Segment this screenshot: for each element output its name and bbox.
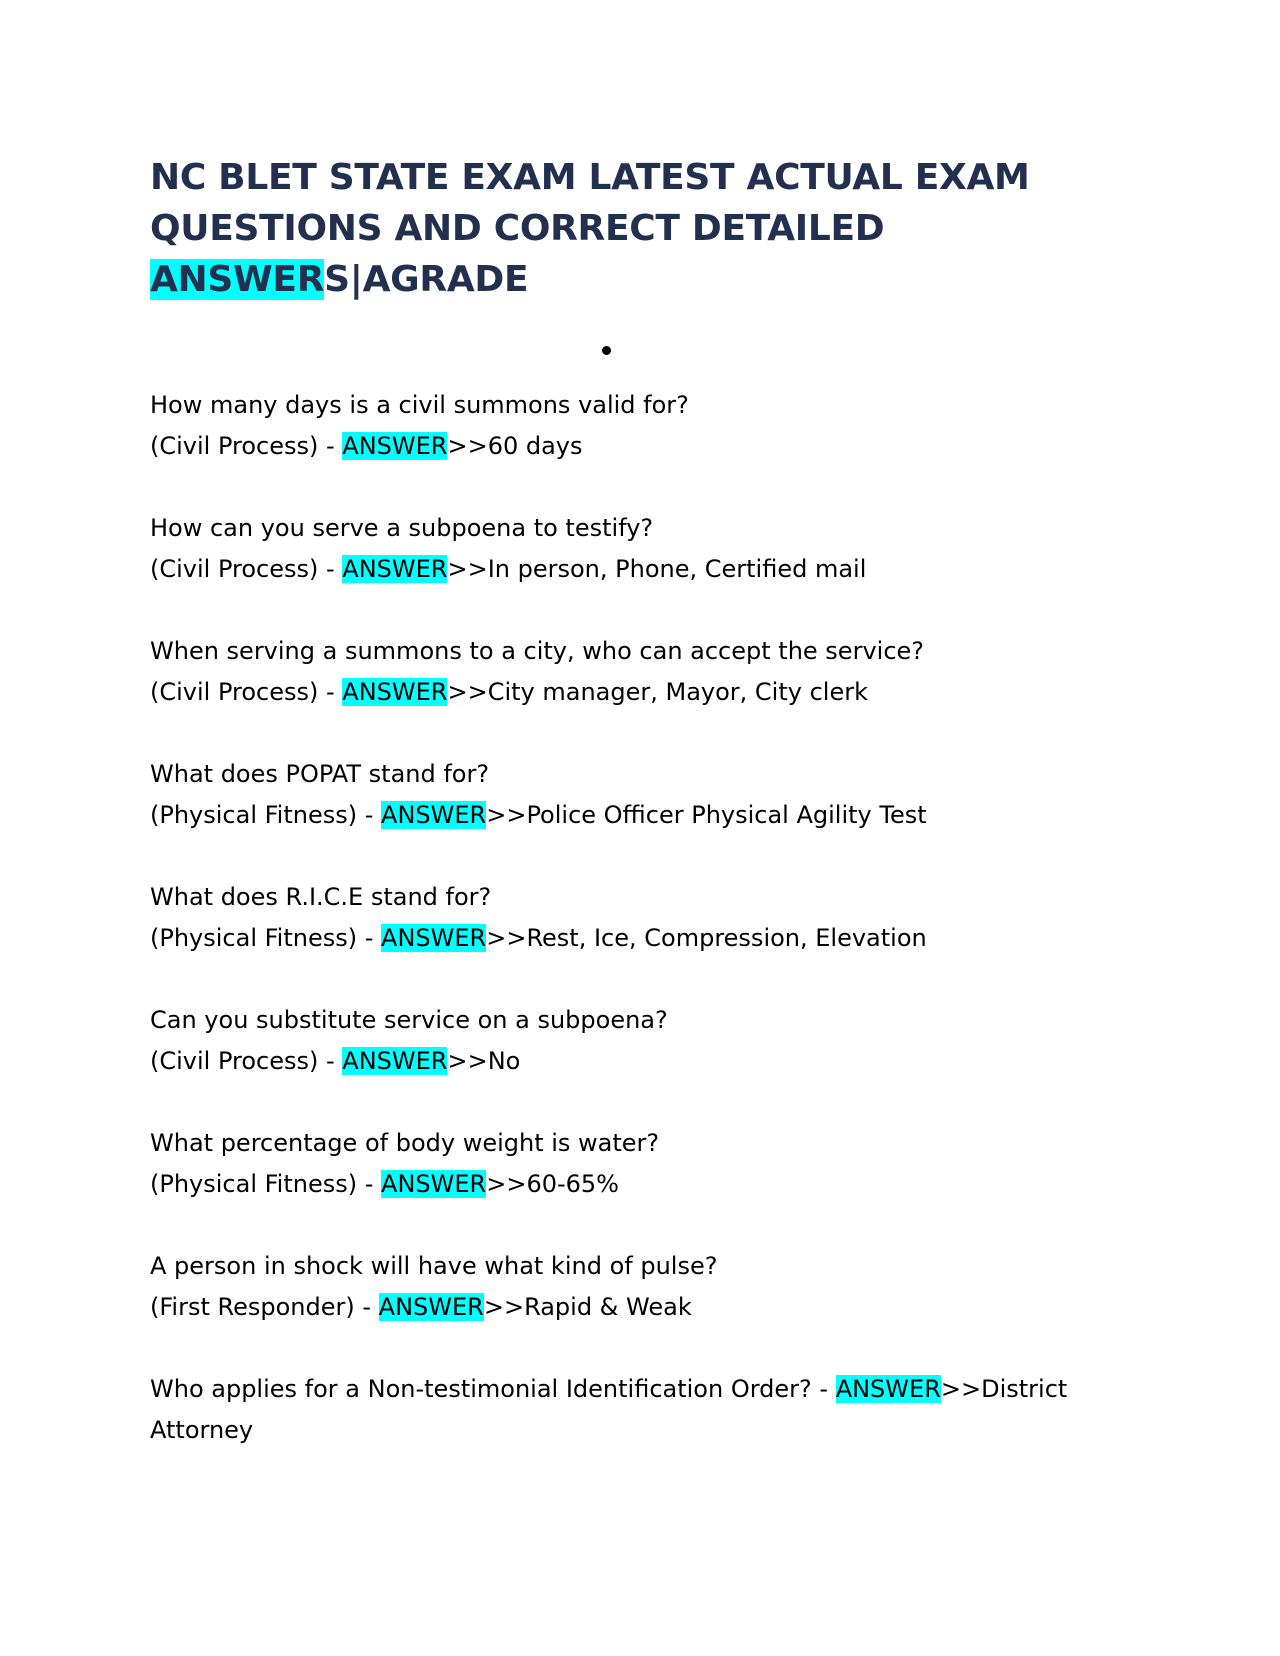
answer-text: >>District	[940, 1375, 1068, 1403]
title-line-3-rest: S|AGRADE	[324, 259, 529, 300]
answer-text: >>60 days	[447, 432, 583, 460]
answer-label: ANSWER	[381, 1170, 487, 1198]
qa-item-6	[150, 1000, 1140, 1082]
question-text: A person in shock will have what kind of pulse?	[150, 1252, 718, 1280]
question-text: Can you substitute service on a subpoena?	[150, 1006, 668, 1034]
answer-text: >>City manager, Mayor, City clerk	[447, 678, 868, 706]
answer-text: >>In person, Phone, Certified mail	[447, 555, 867, 583]
category-label: (Civil Process) -	[150, 555, 343, 583]
question-text: When serving a summons to a city, who can accept the service?	[150, 637, 925, 665]
answer-label: ANSWER	[342, 1047, 448, 1075]
answer-label: ANSWER	[381, 801, 487, 829]
qa-item-8	[150, 1246, 1140, 1328]
category-label: (Physical Fitness) -	[150, 1170, 382, 1198]
category-label: (Physical Fitness) -	[150, 801, 382, 829]
answer-label: ANSWER	[381, 924, 487, 952]
answer-text: >>No	[447, 1047, 521, 1075]
category-label: (First Responder) -	[150, 1293, 379, 1321]
answer-label: ANSWER	[378, 1293, 484, 1321]
answer-text: >>60-65%	[486, 1170, 619, 1198]
question-text: What does POPAT stand for?	[150, 760, 490, 788]
question-text: How many days is a civil summons valid for?	[150, 391, 689, 419]
qa-item-9	[150, 1369, 1140, 1451]
document-title	[150, 152, 1150, 305]
category-label: (Civil Process) -	[150, 432, 343, 460]
question-text: What percentage of body weight is water?	[150, 1129, 660, 1157]
answer-text: >>Rapid & Weak	[483, 1293, 692, 1321]
category-label: (Civil Process) -	[150, 1047, 343, 1075]
qa-item-5	[150, 877, 1140, 959]
question-text: How can you serve a subpoena to testify?	[150, 514, 654, 542]
answer-label: ANSWER	[342, 678, 448, 706]
answer-text-continued: Attorney	[150, 1416, 254, 1444]
category-label: (Civil Process) -	[150, 678, 343, 706]
answer-label: ANSWER	[835, 1375, 941, 1403]
answer-text: >>Rest, Ice, Compression, Elevation	[486, 924, 927, 952]
title-highlight: ANSWER	[150, 259, 325, 300]
answer-text: >>Police Officer Physical Agility Test	[486, 801, 927, 829]
qa-item-2	[150, 508, 1140, 590]
question-text: Who applies for a Non-testimonial Identification Order? -	[150, 1375, 836, 1403]
answer-label: ANSWER	[342, 555, 448, 583]
title-line-2: QUESTIONS AND CORRECT DETAILED	[150, 208, 885, 249]
category-label: (Physical Fitness) -	[150, 924, 382, 952]
qa-item-3	[150, 631, 1140, 713]
title-line-1: NC BLET STATE EXAM LATEST ACTUAL EXAM	[150, 157, 1030, 198]
bullet-dot-icon	[602, 346, 611, 355]
question-text: What does R.I.C.E stand for?	[150, 883, 492, 911]
qa-item-7	[150, 1123, 1140, 1205]
answer-label: ANSWER	[342, 432, 448, 460]
qa-item-1	[150, 385, 1140, 467]
qa-item-4	[150, 754, 1140, 836]
